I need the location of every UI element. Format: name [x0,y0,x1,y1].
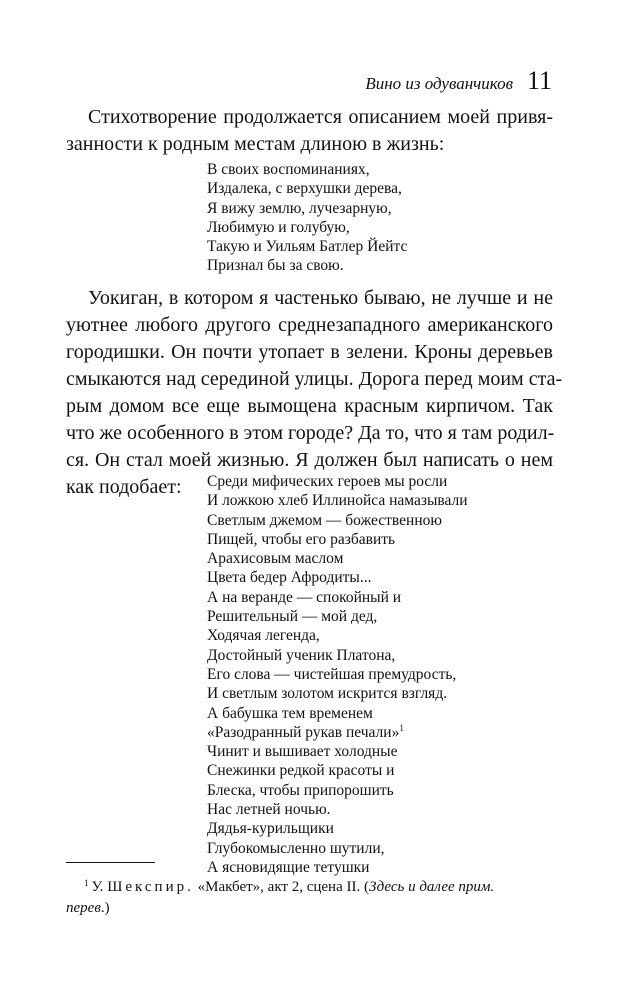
page-number: 11 [526,66,552,95]
text-line: рым домом все еще вымощена красным кирпичом. Так [66,395,553,417]
running-title: Вино из одуванчиков [365,74,513,93]
verse-line: Блеска, чтобы припорошить [207,781,394,799]
verse-line: Цвета бедер Афродиты... [207,569,372,587]
verse-1 [207,160,407,276]
verse-line: Дядья-курильщики [207,820,334,838]
paragraph-2 [66,285,563,501]
verse-line: Глубокомысленно шутили, [207,839,385,857]
verse-line: Издалека, с верхушки дерева, [207,180,402,198]
footnote-source: «Макбет», акт 2, сцена II. ( [197,879,369,895]
verse-line: И светлым золотом искрится взгляд. [207,685,448,703]
verse-line: Нас летней ночью. [207,801,331,819]
verse-line: Решительный — мой дед, [207,608,378,626]
footnote-author-initial: У. [91,879,104,895]
footnote-note-end: перев [66,900,101,916]
verse-line: Ходячая легенда, [207,627,320,645]
footnote-author: Шекспир. [107,879,194,895]
verse-line-with-footnote [207,723,468,742]
paragraph-1 [66,104,553,158]
verse-2 [207,472,468,877]
text-line: занности к родным местам длиною в жизнь: [66,133,445,155]
footnote-marker: 1 [399,722,404,733]
text-line: Уокиган, в котором я частенько бываю, не лучше и не [88,287,553,309]
running-header [365,66,552,96]
footnote [66,873,553,919]
footnote-note: Здесь и далее прим. [368,879,495,895]
text-line: смыкаются над серединой улицы. Дорога перед моим ста- [66,368,563,390]
verse-line: Его слова — чистейшая премудрость, [207,665,457,683]
verse-line: Любимую и голубую, [207,218,350,236]
text-line: как подобает: [66,476,182,498]
footnote-divider [66,862,155,863]
verse-line: Среди мифических героев мы росли [207,473,448,490]
text-line: что же особенного в этом городе? Да то, что я там родил- [66,422,555,444]
verse-line: Чинит и вышивает холодные [207,743,398,761]
footnote-closing: .) [100,900,110,916]
verse-line: Пищей, чтобы его разбавить [207,530,396,548]
text-line: уютнее любого другого среднезападного американского [66,314,553,336]
text-line: городишки. Он почти утопает в зелени. Кроны деревьев [66,341,553,363]
verse-line: Снежинки редкой красоты и [207,762,395,780]
verse-line: Достойный ученик Платона, [207,646,396,664]
text-line: ся. Он стал моей жизнью. Я должен был написать о нем [66,449,553,471]
text-line: Стихотворение продолжается описанием моей привя- [88,106,553,128]
verse-line: А на веранде — спокойный и [207,588,402,606]
verse-line-text: «Разодранный рукав печали» [207,723,400,741]
verse-line: Я вижу землю, лучезарную, [207,199,392,217]
verse-line: А ясновидящие тетушки [207,858,370,876]
verse-line: Такую и Уильям Батлер Йейтс [207,238,408,256]
verse-line: Признал бы за свою. [207,257,344,275]
verse-line: И ложкою хлеб Иллинойса намазывали [207,492,468,510]
verse-line: А бабушка тем временем [207,704,373,722]
verse-line: Светлым джемом — божественною [207,511,442,529]
verse-line: В своих воспоминаниях, [207,161,370,178]
verse-line: Арахисовым маслом [207,550,344,568]
footnote-number: 1 [84,878,89,888]
